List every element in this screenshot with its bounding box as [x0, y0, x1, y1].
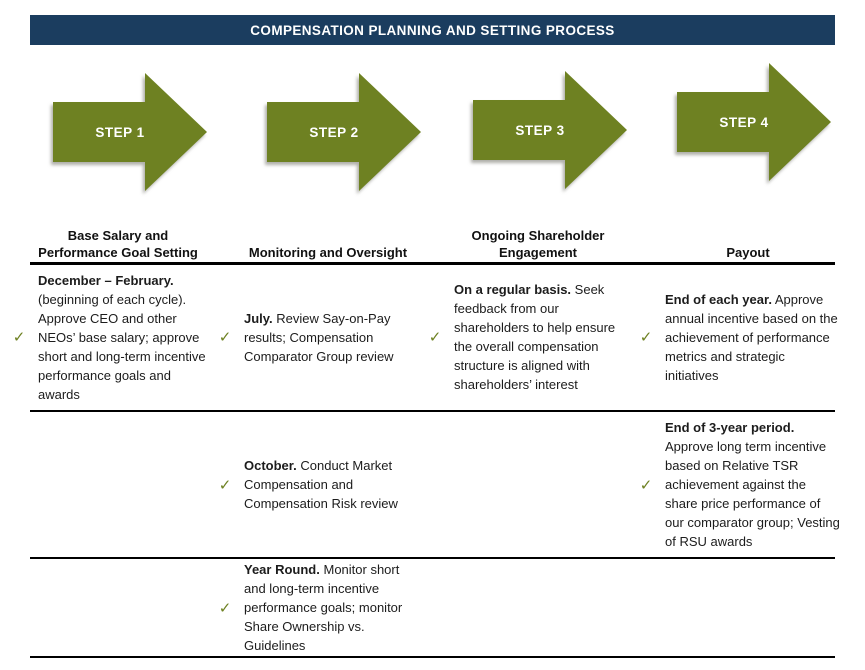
step-4-arrow [677, 63, 831, 181]
column-header-line: Monitoring and Oversight [248, 245, 408, 260]
cell-lead: On a regular basis. [454, 282, 572, 297]
step-2-arrow [267, 73, 421, 191]
cell-body: Approve annual incentive based on the achievement of performance metrics and strategic initiatives [665, 291, 838, 383]
column-header-line: Base Salary and [67, 228, 169, 243]
step-1-label: STEP 1 [95, 124, 145, 140]
cell-lead: October. [244, 458, 297, 473]
cell-text [665, 418, 840, 551]
cell-step4-long-term-payout [636, 412, 840, 557]
title-bar [30, 15, 835, 45]
column-header-line: Ongoing Shareholder [471, 228, 605, 243]
cell-text [665, 290, 840, 385]
bottom-divider [30, 656, 835, 658]
step-1-arrow [53, 73, 207, 191]
page-title: COMPENSATION PLANNING AND SETTING PROCESS [250, 22, 615, 38]
column-header-line: Performance Goal Setting [38, 245, 198, 260]
checkmark-icon: ✓ [218, 599, 232, 617]
column-header-shareholder-engagement [433, 222, 643, 261]
step-3-arrow [473, 71, 627, 189]
cell-text [38, 271, 208, 404]
cell-body: Review Say-on-Pay results; Compensation Comparator Group review [244, 310, 394, 364]
step-3-label: STEP 3 [515, 122, 565, 138]
process-row-1 [0, 264, 865, 410]
column-header-line: Engagement [498, 245, 577, 260]
cell-text [244, 456, 414, 513]
cell-step4-annual-payout [636, 264, 840, 410]
cell-lead: Year Round. [244, 562, 320, 577]
cell-step2-july-review [215, 264, 414, 410]
cell-step1-annual-setting [9, 264, 208, 410]
cell-text [454, 280, 628, 394]
cell-text [244, 309, 414, 366]
checkmark-icon: ✓ [218, 476, 232, 494]
process-row-2 [0, 412, 865, 557]
cell-body: Monitor short and long-term incentive performance goals; monitor Share Ownership vs. Guidelines [244, 562, 403, 653]
cell-lead: End of 3-year period. [665, 420, 795, 435]
cell-step2-year-round-monitoring [215, 559, 414, 656]
step-2-label: STEP 2 [309, 124, 359, 140]
cell-body: Seek feedback from our shareholders to help ensure the overall compensation structure is aligned with shareholders’ interest [454, 282, 616, 392]
cell-lead: July. [244, 310, 273, 326]
cell-body: Conduct Market Compensation and Compensation Risk review [244, 458, 398, 511]
column-header-monitoring [223, 222, 433, 261]
cell-step2-october-review [215, 412, 414, 557]
cell-lead: End of each year. [665, 291, 772, 307]
cell-body: (beginning of each cycle). Approve CEO and other NEOs’ base salary; approve short and long-term incentive performance goals and awards [38, 291, 206, 402]
cell-body: Approve long term incentive based on Relative TSR achievement against the share price performance of our comparator group; Vesting of RSU awards [665, 439, 840, 549]
checkmark-icon: ✓ [428, 329, 442, 346]
column-header-line: Payout [726, 245, 770, 260]
checkmark-icon: ✓ [639, 476, 653, 494]
step-4-label: STEP 4 [719, 114, 769, 130]
checkmark-icon: ✓ [218, 329, 232, 346]
cell-step3-shareholder-feedback [425, 264, 628, 410]
cell-text [244, 560, 414, 655]
checkmark-icon: ✓ [639, 329, 653, 346]
checkmark-icon: ✓ [12, 329, 26, 346]
process-row-3 [0, 559, 865, 656]
column-header-payout [643, 222, 853, 261]
column-header-base-salary [13, 222, 223, 261]
cell-lead: December – February. [38, 272, 174, 288]
